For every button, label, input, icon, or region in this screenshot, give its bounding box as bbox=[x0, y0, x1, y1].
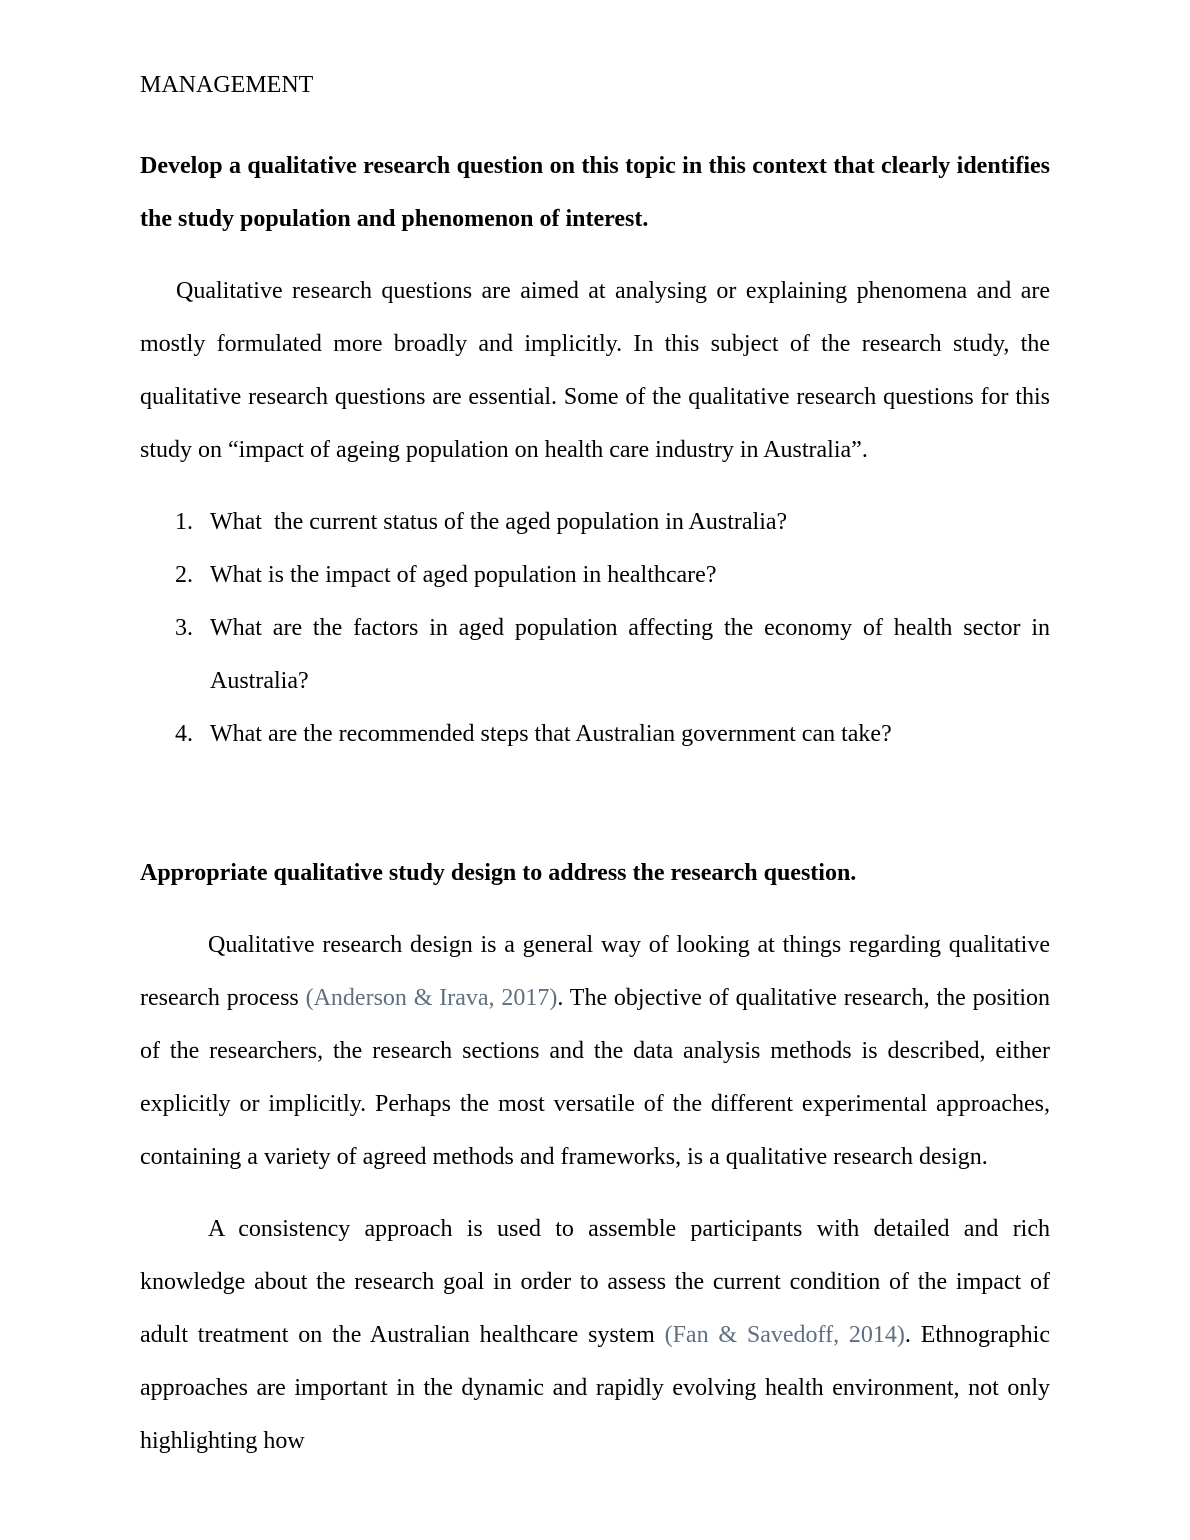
list-item-text: What the current status of the aged population in Australia? bbox=[210, 509, 788, 535]
paragraph-1: Qualitative research questions are aimed at analysing or explaining phenomena and are mostly formulated more broadly and implicitly. In this subject of the research study, the qualitative research questions are essential. Some of the qualitative research questions for this study on “impact of ageing population on health care industry in Australia”. bbox=[140, 278, 1050, 463]
running-head: MANAGEMENT bbox=[140, 72, 314, 98]
list-item bbox=[140, 708, 1050, 761]
paragraph-2-text-before: Qualitative research design is a general way of looking at things regarding qualitative research process bbox=[140, 932, 1050, 1011]
list-item-number: 2. bbox=[175, 562, 193, 588]
section-heading-2: Appropriate qualitative study design to address the research question. bbox=[140, 860, 857, 886]
list-item bbox=[140, 549, 1050, 602]
paragraph-2 bbox=[140, 919, 1050, 1184]
paragraph-3-text-before: A consistency approach is used to assemble participants with detailed and rich knowledge about the research goal in order to assess the current condition of the impact of adult treatment on the Australian healthcare system bbox=[140, 1216, 1050, 1348]
paragraph-3 bbox=[140, 1203, 1050, 1468]
list-item-number: 1. bbox=[175, 509, 193, 535]
list-item-number: 3. bbox=[175, 615, 193, 641]
list-item-number: 4. bbox=[175, 721, 193, 747]
citation-anderson-irava: (Anderson & Irava, 2017) bbox=[305, 985, 558, 1011]
section-heading-1: Develop a qualitative research question on this topic in this context that clearly identifies the study population and phenomenon of interest. bbox=[140, 153, 1050, 232]
list-item-text: What are the factors in aged population affecting the economy of health sector in Australia? bbox=[210, 615, 1055, 694]
list-item bbox=[140, 496, 1050, 549]
paragraph-2-text-after: . The objective of qualitative research, the position of the researchers, the research sections and the data analysis methods is described, either explicitly or implicitly. Perhaps the most versatile of the different experimental approaches, containing a variety of agreed methods and frameworks, is a qualitative research design. bbox=[140, 985, 1050, 1170]
paragraph-3-text-after: . Ethnographic approaches are important in the dynamic and rapidly evolving health environment, not only highlighting how bbox=[140, 1322, 1051, 1454]
list-item bbox=[140, 602, 1055, 708]
citation-fan-savedoff: (Fan & Savedoff, 2014) bbox=[664, 1322, 905, 1348]
research-questions-list bbox=[140, 496, 1055, 761]
list-item-text: What is the impact of aged population in healthcare? bbox=[210, 562, 717, 588]
list-item-text: What are the recommended steps that Australian government can take? bbox=[210, 721, 892, 747]
